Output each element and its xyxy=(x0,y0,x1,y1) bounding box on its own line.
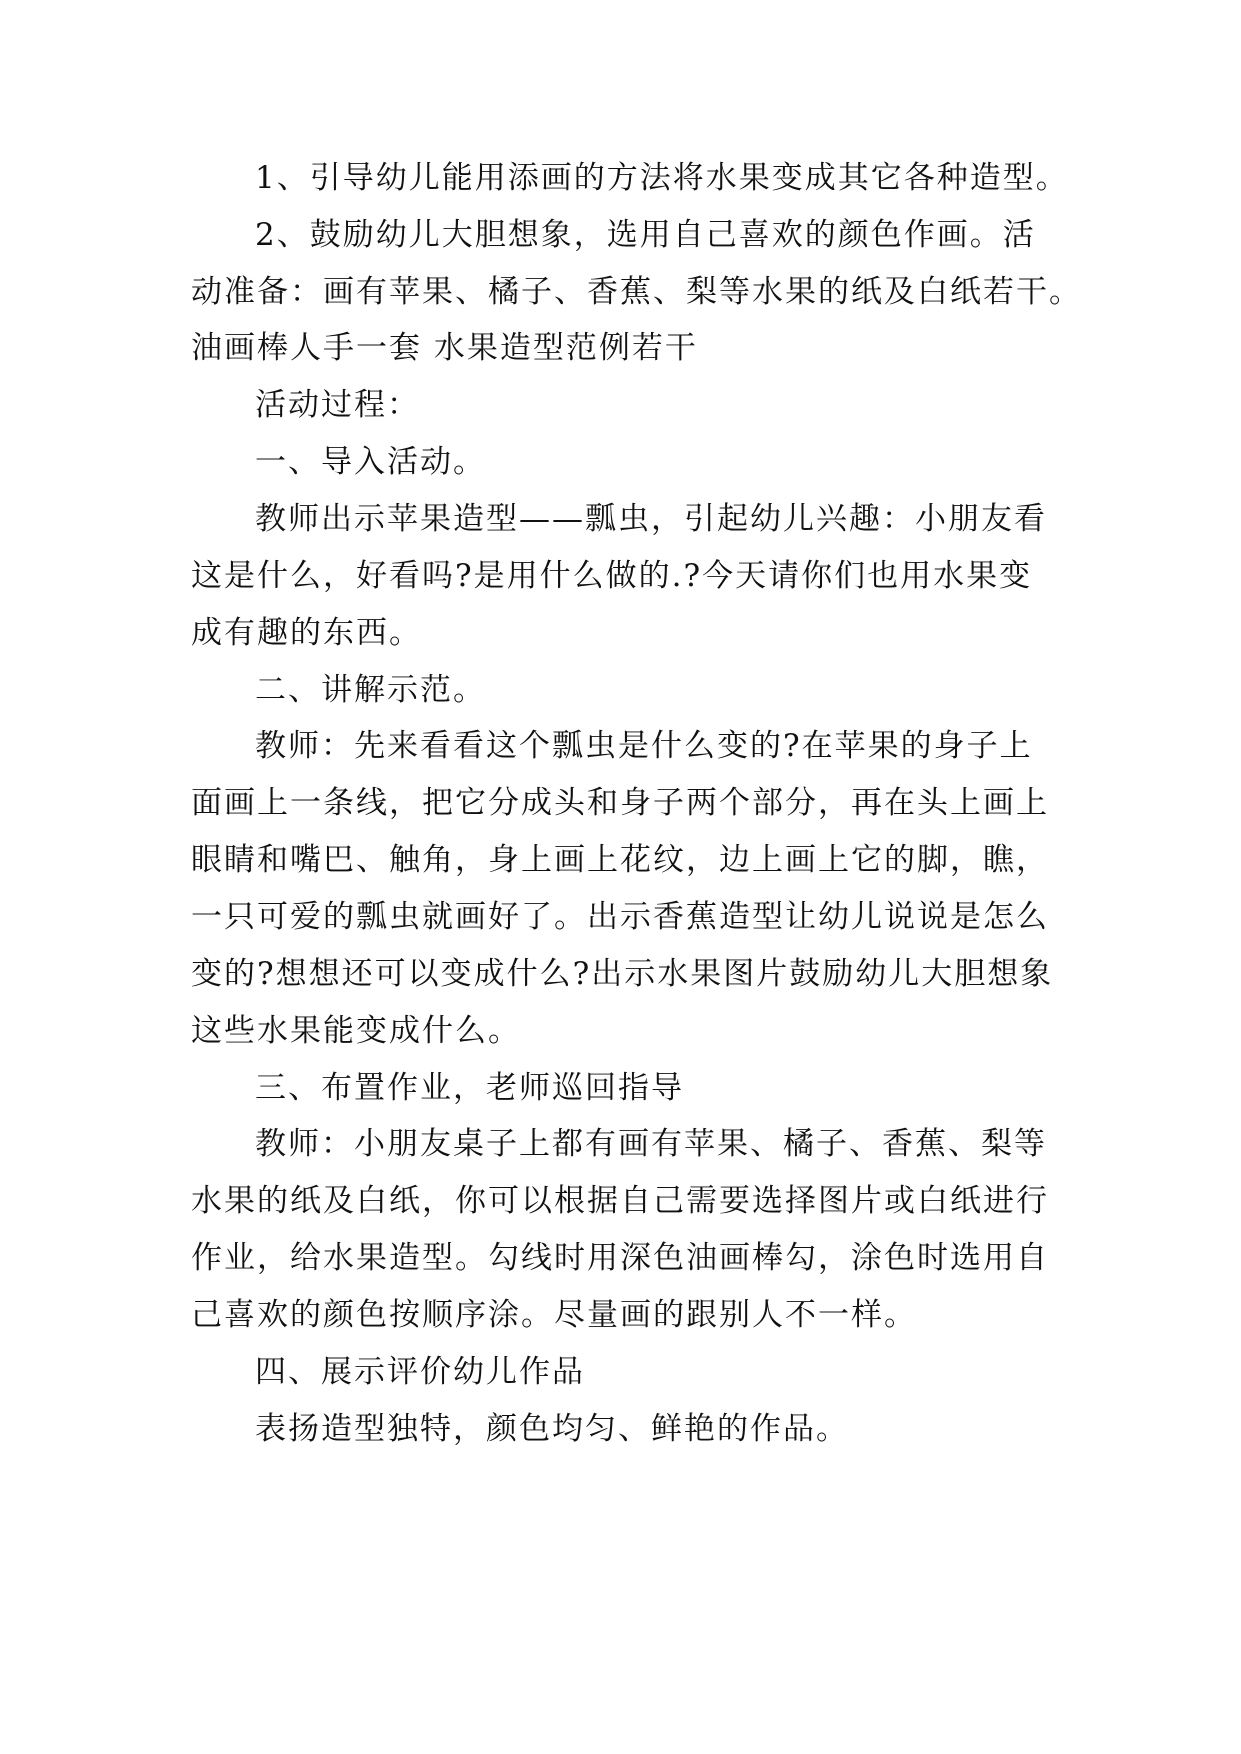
text-line: 这是什么，好看吗?是用什么做的.?今天请你们也用水果变 xyxy=(191,558,1033,594)
text-line: 二、讲解示范。 xyxy=(255,672,486,708)
text-line: 水果的纸及白纸，你可以根据自己需要选择图片或白纸进行 xyxy=(191,1183,1049,1219)
text-line: 作业，给水果造型。勾线时用深色油画棒勾，涂色时选用自 xyxy=(191,1240,1049,1276)
text-line: 教师：小朋友桌子上都有画有苹果、橘子、香蕉、梨等 xyxy=(255,1126,1047,1162)
text-line: 表扬造型独特，颜色均匀、鲜艳的作品。 xyxy=(255,1411,849,1447)
text-line: 己喜欢的颜色按顺序涂。尽量画的跟别人不一样。 xyxy=(191,1297,917,1333)
text-line: 一只可爱的瓢虫就画好了。出示香蕉造型让幼儿说说是怎么 xyxy=(191,899,1049,935)
text-line: 2、鼓励幼儿大胆想象，选用自己喜欢的颜色作画。活 xyxy=(255,217,1036,253)
text-line: 变的?想想还可以变成什么?出示水果图片鼓励幼儿大胆想象 xyxy=(191,956,1054,992)
text-line: 四、展示评价幼儿作品 xyxy=(255,1354,585,1390)
text-line: 一、导入活动。 xyxy=(255,444,486,480)
text-line: 动准备：画有苹果、橘子、香蕉、梨等水果的纸及白纸若干。 xyxy=(191,274,1082,310)
text-line: 成有趣的东西。 xyxy=(191,615,422,651)
text-line: 这些水果能变成什么。 xyxy=(191,1013,521,1049)
text-line: 面画上一条线，把它分成头和身子两个部分，再在头上画上 xyxy=(191,785,1049,821)
text-line: 活动过程： xyxy=(255,387,420,423)
text-line: 油画棒人手一套 水果造型范例若干 xyxy=(191,330,698,366)
text-line: 眼睛和嘴巴、触角，身上画上花纹，边上画上它的脚，瞧， xyxy=(191,842,1049,878)
text-line: 三、布置作业，老师巡回指导 xyxy=(255,1070,684,1106)
text-line: 教师：先来看看这个瓢虫是什么变的?在苹果的身子上 xyxy=(255,728,1033,764)
text-line: 1、引导幼儿能用添画的方法将水果变成其它各种造型。 xyxy=(255,160,1069,196)
text-line: 教师出示苹果造型——瓢虫，引起幼儿兴趣：小朋友看 xyxy=(255,501,1047,537)
